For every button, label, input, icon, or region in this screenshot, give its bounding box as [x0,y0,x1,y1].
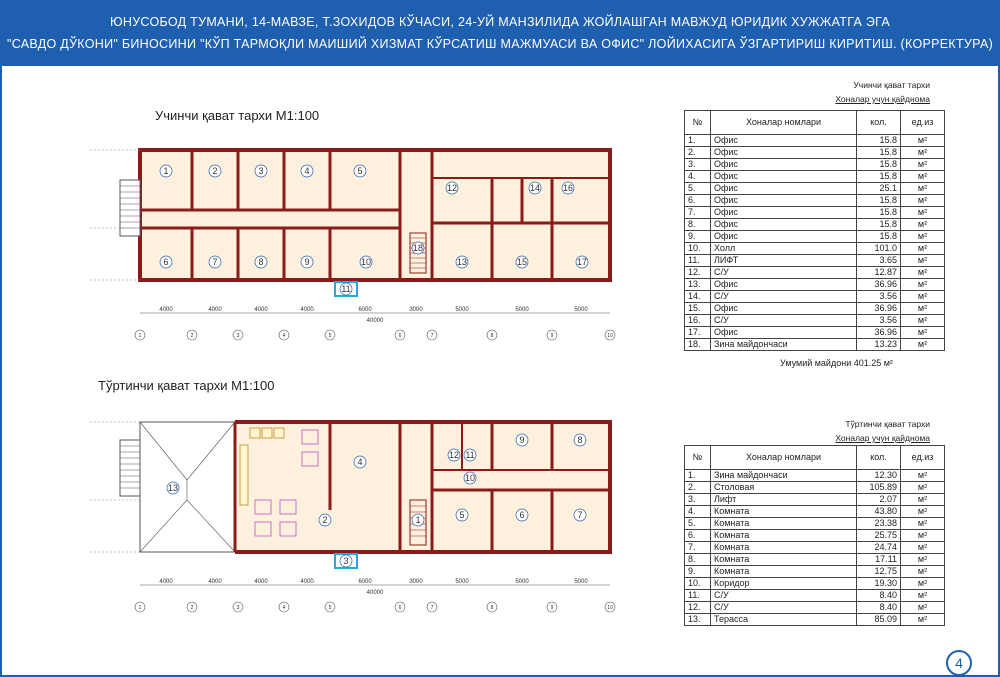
table3-col-no: № [685,111,711,135]
plan4-drawing [70,400,630,630]
cell-unit: м² [901,530,945,542]
plan3-svg [70,128,630,358]
cell-unit: м² [901,327,945,339]
cell-area: 3.56 [857,291,901,303]
cell-no: 8. [685,219,711,231]
cell-unit: м² [901,554,945,566]
cell-unit: м² [901,291,945,303]
cell-no: 12. [685,602,711,614]
cell-area: 36.96 [857,279,901,291]
cell-name: Комната [711,566,857,578]
cell-no: 10. [685,578,711,590]
cell-name: Комната [711,554,857,566]
axis-label: 6 [398,333,402,339]
table-row [685,255,945,267]
table4-col-unit: ед.из [901,446,945,470]
title-line-1: ЮНУСОБОД ТУМАНИ, 14-МАВЗЕ, Т.ЗОХИДОВ КЎЧАСИ, 24-УЙ МАНЗИЛИДА ЖОЙЛАШГАН МАВЖУД ЮРИДИК ХУЖЖАТГА ЭГА [109,15,891,29]
table3-heading [780,78,930,106]
dimension-label: 4000 [159,307,173,313]
table-row [685,267,945,279]
table-row [685,530,945,542]
table-row [685,470,945,482]
cell-no: 13. [685,279,711,291]
cell-name: Столовая [711,482,857,494]
dimension-label: 5000 [455,579,469,585]
cell-no: 15. [685,303,711,315]
cell-no: 17. [685,327,711,339]
cell-area: 15.8 [857,219,901,231]
table-row [685,566,945,578]
cell-area: 12.75 [857,566,901,578]
cell-name: Лифт [711,494,857,506]
room-number: 17 [576,257,588,267]
cell-name: С/У [711,315,857,327]
table3 [684,110,945,351]
table-row [685,506,945,518]
cell-no: 14. [685,291,711,303]
axis-label: 10 [607,333,613,339]
table-row [685,554,945,566]
room-number: 4 [357,457,363,467]
dimension-label: 5000 [515,307,529,313]
table4-col-area: кол. [857,446,901,470]
table-row [685,183,945,195]
cell-no: 9. [685,566,711,578]
cell-area: 43.80 [857,506,901,518]
room-number: 1 [163,166,169,176]
dimension-label: 6000 [358,579,372,585]
cell-area: 12.87 [857,267,901,279]
table-row [685,482,945,494]
cell-unit: м² [901,590,945,602]
cell-no: 1. [685,470,711,482]
cell-no: 8. [685,554,711,566]
cell-name: Офис [711,171,857,183]
table-row [685,159,945,171]
cell-area: 19.30 [857,578,901,590]
cell-unit: м² [901,506,945,518]
table3-col-area: кол. [857,111,901,135]
cell-unit: м² [901,135,945,147]
cell-no: 6. [685,195,711,207]
plan3-drawing [70,128,630,358]
cell-unit: м² [901,602,945,614]
cell-no: 5. [685,518,711,530]
cell-no: 9. [685,231,711,243]
room-number: 5 [459,510,465,520]
total-dimension: 40000 [366,590,384,596]
cell-no: 11. [685,590,711,602]
axis-label: 5 [328,605,332,611]
table-row [685,279,945,291]
cell-unit: м² [901,303,945,315]
plan4-svg [70,400,630,630]
cell-name: Зина майдончаси [711,470,857,482]
cell-no: 3. [685,494,711,506]
cell-unit: м² [901,566,945,578]
total-dimension: 40000 [366,318,384,324]
table-row [685,231,945,243]
cell-unit: м² [901,470,945,482]
dimension-label: 5000 [455,307,469,313]
cell-no: 13. [685,614,711,626]
cell-area: 17.11 [857,554,901,566]
cell-unit: м² [901,578,945,590]
table3-total: Умумий майдони 401.25 м² [780,358,893,368]
axis-label: 6 [398,605,402,611]
cell-area: 3.56 [857,315,901,327]
table4-heading-2: Хоналар учун қайдномa [835,433,930,443]
cell-unit: м² [901,231,945,243]
room-number: 4 [304,166,310,176]
room-number: 10 [464,473,476,483]
cell-area: 2.07 [857,494,901,506]
cell-unit: м² [901,482,945,494]
table4-col-name: Хоналар номлари [711,446,857,470]
cell-no: 18. [685,339,711,351]
cell-no: 10. [685,243,711,255]
cell-name: Терасса [711,614,857,626]
cell-name: Комната [711,530,857,542]
dimension-label: 4000 [254,579,268,585]
room-number: 9 [519,435,525,445]
cell-area: 13.23 [857,339,901,351]
cell-no: 4. [685,171,711,183]
plan4-terrace [140,422,235,552]
table-row [685,315,945,327]
plan4-title: Тўртинчи қават тархи М1:100 [98,378,275,393]
cell-area: 3.65 [857,255,901,267]
cell-no: 6. [685,530,711,542]
cell-area: 15.8 [857,159,901,171]
title-banner [2,2,998,66]
room-number: 12 [446,183,458,193]
axis-label: 9 [550,605,554,611]
table-row [685,195,945,207]
cell-area: 8.40 [857,602,901,614]
room-number: 12 [448,450,460,460]
cell-unit: м² [901,614,945,626]
cell-area: 24.74 [857,542,901,554]
cell-area: 25.1 [857,183,901,195]
cell-no: 1. [685,135,711,147]
cell-unit: м² [901,159,945,171]
cell-unit: м² [901,183,945,195]
cell-unit: м² [901,494,945,506]
room-number: 9 [304,257,310,267]
cell-unit: м² [901,243,945,255]
table-row [685,614,945,626]
table-row [685,339,945,351]
cell-unit: м² [901,339,945,351]
room-number: 11 [465,450,475,460]
cell-area: 23.38 [857,518,901,530]
dimension-label: 5000 [574,307,588,313]
cell-name: Офис [711,279,857,291]
plan3-title: Учинчи қават тархи М1:100 [155,108,320,123]
room-number: 15 [516,257,528,267]
cell-unit: м² [901,279,945,291]
cell-unit: м² [901,255,945,267]
cell-name: Офис [711,219,857,231]
page-number: 4 [946,650,972,676]
cell-area: 85.09 [857,614,901,626]
dimension-label: 5000 [574,579,588,585]
cell-name: Комната [711,518,857,530]
cell-area: 105.89 [857,482,901,494]
room-number: 3 [343,556,349,566]
cell-name: С/У [711,267,857,279]
cell-area: 15.8 [857,135,901,147]
axis-label: 8 [490,333,494,339]
cell-name: Офис [711,135,857,147]
axis-label: 3 [236,605,240,611]
room-number: 6 [519,510,525,520]
cell-area: 15.8 [857,207,901,219]
axis-label: 4 [282,333,286,339]
cell-name: Зина майдончаси [711,339,857,351]
cell-no: 7. [685,542,711,554]
dimension-label: 4000 [254,307,268,313]
cell-area: 36.96 [857,327,901,339]
table-row [685,171,945,183]
dimension-label: 3000 [409,579,423,585]
room-number: 5 [357,166,363,176]
room-number: 1 [415,515,421,525]
cell-unit: м² [901,195,945,207]
cell-name: Офис [711,195,857,207]
cell-name: Комната [711,542,857,554]
dimension-label: 4000 [208,579,222,585]
cell-name: ЛИФТ [711,255,857,267]
axis-label: 1 [138,605,142,611]
cell-area: 25.75 [857,530,901,542]
table-row [685,147,945,159]
cell-unit: м² [901,207,945,219]
room-number: 2 [322,515,328,525]
cell-name: Офис [711,327,857,339]
room-number: 11 [341,284,351,294]
table3-heading-1: Учинчи қават тархи [853,80,930,90]
dimension-label: 5000 [515,579,529,585]
axis-label: 10 [607,605,613,611]
room-number: 18 [412,243,424,253]
room-number: 13 [167,483,179,493]
cell-no: 2. [685,147,711,159]
cell-area: 15.8 [857,231,901,243]
table-row [685,518,945,530]
cell-no: 2. [685,482,711,494]
cell-area: 36.96 [857,303,901,315]
table-row [685,243,945,255]
axis-label: 2 [190,333,194,339]
axis-label: 4 [282,605,286,611]
dimension-label: 6000 [358,307,372,313]
cell-unit: м² [901,267,945,279]
table4-heading-1: Тўртинчи қават тархи [845,419,930,429]
table4-col-no: № [685,446,711,470]
cell-area: 101.0 [857,243,901,255]
cell-no: 5. [685,183,711,195]
cell-name: С/У [711,602,857,614]
cell-area: 12.30 [857,470,901,482]
dimension-label: 4000 [300,307,314,313]
axis-label: 2 [190,605,194,611]
axis-label: 1 [138,333,142,339]
cell-no: 7. [685,207,711,219]
table4-heading [780,417,930,445]
cell-name: Офис [711,207,857,219]
cell-unit: м² [901,542,945,554]
cell-no: 4. [685,506,711,518]
table-row [685,327,945,339]
cell-unit: м² [901,171,945,183]
room-number: 16 [562,183,574,193]
axis-label: 7 [430,605,434,611]
room-number: 7 [212,257,218,267]
cell-no: 12. [685,267,711,279]
cell-name: Офис [711,303,857,315]
cell-name: Коридор [711,578,857,590]
cell-area: 15.8 [857,147,901,159]
table-row [685,542,945,554]
title-line-2: "САВДО ДЎКОНИ" БИНОСИНИ "КЎП ТАРМОҚЛИ МАИШИЙ ХИЗМАТ КЎРСАТИШ МАЖМУАСИ ВА ОФИС" ЛОЙИХАСИГА ЎЗГАРТИРИШ КИРИТИШ. (КОРРЕКТУРА) [6,37,994,51]
cell-unit: м² [901,219,945,231]
cell-name: С/У [711,590,857,602]
table3-heading-2: Хоналар учун қайдномa [835,94,930,104]
cell-name: Офис [711,231,857,243]
table4 [684,445,945,626]
axis-label: 3 [236,333,240,339]
table-row [685,207,945,219]
cell-unit: м² [901,147,945,159]
room-number: 2 [212,166,218,176]
cell-name: Офис [711,147,857,159]
cell-no: 3. [685,159,711,171]
cell-name: Офис [711,159,857,171]
table-row [685,578,945,590]
cell-unit: м² [901,315,945,327]
cell-no: 11. [685,255,711,267]
axis-label: 8 [490,605,494,611]
table-row [685,602,945,614]
axis-label: 5 [328,333,332,339]
room-number: 6 [163,257,169,267]
cell-no: 16. [685,315,711,327]
table3-col-name: Хоналар номлари [711,111,857,135]
cell-area: 15.8 [857,195,901,207]
table-row [685,590,945,602]
room-number: 3 [258,166,264,176]
table3-col-unit: ед.из [901,111,945,135]
dimension-label: 3000 [409,307,423,313]
room-number: 14 [529,183,541,193]
dimension-label: 4000 [300,579,314,585]
table-row [685,135,945,147]
axis-label: 7 [430,333,434,339]
cell-area: 8.40 [857,590,901,602]
dimension-label: 4000 [159,579,173,585]
table-row [685,494,945,506]
room-number: 8 [258,257,264,267]
cell-area: 15.8 [857,171,901,183]
cell-name: Холл [711,243,857,255]
axis-label: 9 [550,333,554,339]
table-row [685,291,945,303]
room-number: 7 [577,510,583,520]
cell-name: Офис [711,183,857,195]
cell-unit: м² [901,518,945,530]
table-row [685,219,945,231]
cell-name: Комната [711,506,857,518]
cell-name: С/У [711,291,857,303]
table-row [685,303,945,315]
room-number: 8 [577,435,583,445]
dimension-label: 4000 [208,307,222,313]
room-number: 13 [456,257,468,267]
room-number: 10 [360,257,372,267]
